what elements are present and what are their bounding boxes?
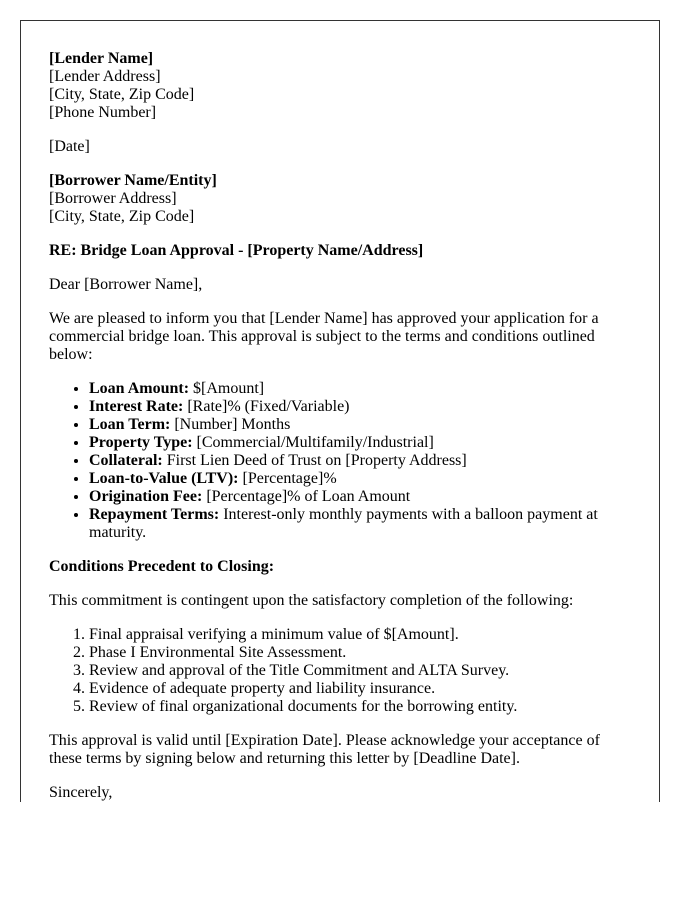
- letter-content: [49, 50, 609, 802]
- term-label: Property Type:: [89, 434, 193, 451]
- term-item-loan-term: [89, 416, 609, 434]
- term-value: Interest-only monthly payments with a balloon payment at maturity.: [89, 506, 598, 541]
- borrower-address: [Borrower Address]: [49, 190, 177, 207]
- condition-item: 4. Evidence of adequate property and liability insurance.: [89, 680, 609, 698]
- sign-off: Sincerely,: [49, 784, 113, 801]
- subject-line: [49, 242, 609, 260]
- borrower-name: [Borrower Name/Entity]: [49, 172, 217, 189]
- term-label: Loan Term:: [89, 416, 171, 433]
- term-label: Collateral:: [89, 452, 163, 469]
- letter-page: [20, 20, 660, 802]
- lender-address: [Lender Address]: [49, 68, 161, 85]
- closing-paragraph: This approval is valid until [Expiration Date]. Please acknowledge your acceptance of these terms by signing below and returning this letter by [Deadline Date].: [49, 732, 600, 767]
- borrower-city-state-zip: [City, State, Zip Code]: [49, 208, 195, 225]
- term-item-origination-fee: [89, 488, 609, 506]
- term-item-collateral: [89, 452, 609, 470]
- conditions-list: [49, 626, 609, 716]
- term-item-repayment-terms: [89, 506, 609, 542]
- term-label: Interest Rate:: [89, 398, 184, 415]
- condition-item: 2. Phase I Environmental Site Assessment.: [89, 644, 609, 662]
- term-value: [Number] Months: [170, 416, 291, 433]
- term-value: $[Amount]: [189, 380, 265, 397]
- conditions-heading: [49, 558, 609, 576]
- term-value: First Lien Deed of Trust on [Property Address]: [162, 452, 467, 469]
- lender-name: [Lender Name]: [49, 50, 154, 67]
- term-label: Loan Amount:: [89, 380, 190, 397]
- loan-terms-list: [49, 380, 609, 542]
- conditions-intro: This commitment is contingent upon the satisfactory completion of the following:: [49, 592, 574, 609]
- intro-paragraph: We are pleased to inform you that [Lender Name] has approved your application for a commercial bridge loan. This approval is subject to the terms and conditions outlined below:: [49, 310, 599, 363]
- condition-item: 3. Review and approval of the Title Commitment and ALTA Survey.: [89, 662, 609, 680]
- borrower-block: [49, 172, 609, 226]
- term-value: [Percentage]%: [238, 470, 337, 487]
- salutation: Dear [Borrower Name],: [49, 276, 203, 293]
- lender-city-state-zip: [City, State, Zip Code]: [49, 86, 195, 103]
- subject-text: RE: Bridge Loan Approval - [Property Name/Address]: [49, 242, 424, 259]
- term-value: [Percentage]% of Loan Amount: [202, 488, 411, 505]
- term-item-ltv: [89, 470, 609, 488]
- lender-phone: [Phone Number]: [49, 104, 157, 121]
- term-item-loan-amount: [89, 380, 609, 398]
- term-label: Loan-to-Value (LTV):: [89, 470, 239, 487]
- term-item-interest-rate: [89, 398, 609, 416]
- conditions-heading-text: Conditions Precedent to Closing:: [49, 558, 275, 575]
- condition-item: 1. Final appraisal verifying a minimum value of $[Amount].: [89, 626, 609, 644]
- letter-date: [Date]: [49, 138, 90, 155]
- condition-item: 5. Review of final organizational documents for the borrowing entity.: [89, 698, 609, 716]
- term-label: Origination Fee:: [89, 488, 203, 505]
- lender-block: [49, 50, 609, 122]
- term-label: Repayment Terms:: [89, 506, 220, 523]
- term-value: [Rate]% (Fixed/Variable): [183, 398, 350, 415]
- term-value: [Commercial/Multifamily/Industrial]: [192, 434, 434, 451]
- term-item-property-type: [89, 434, 609, 452]
